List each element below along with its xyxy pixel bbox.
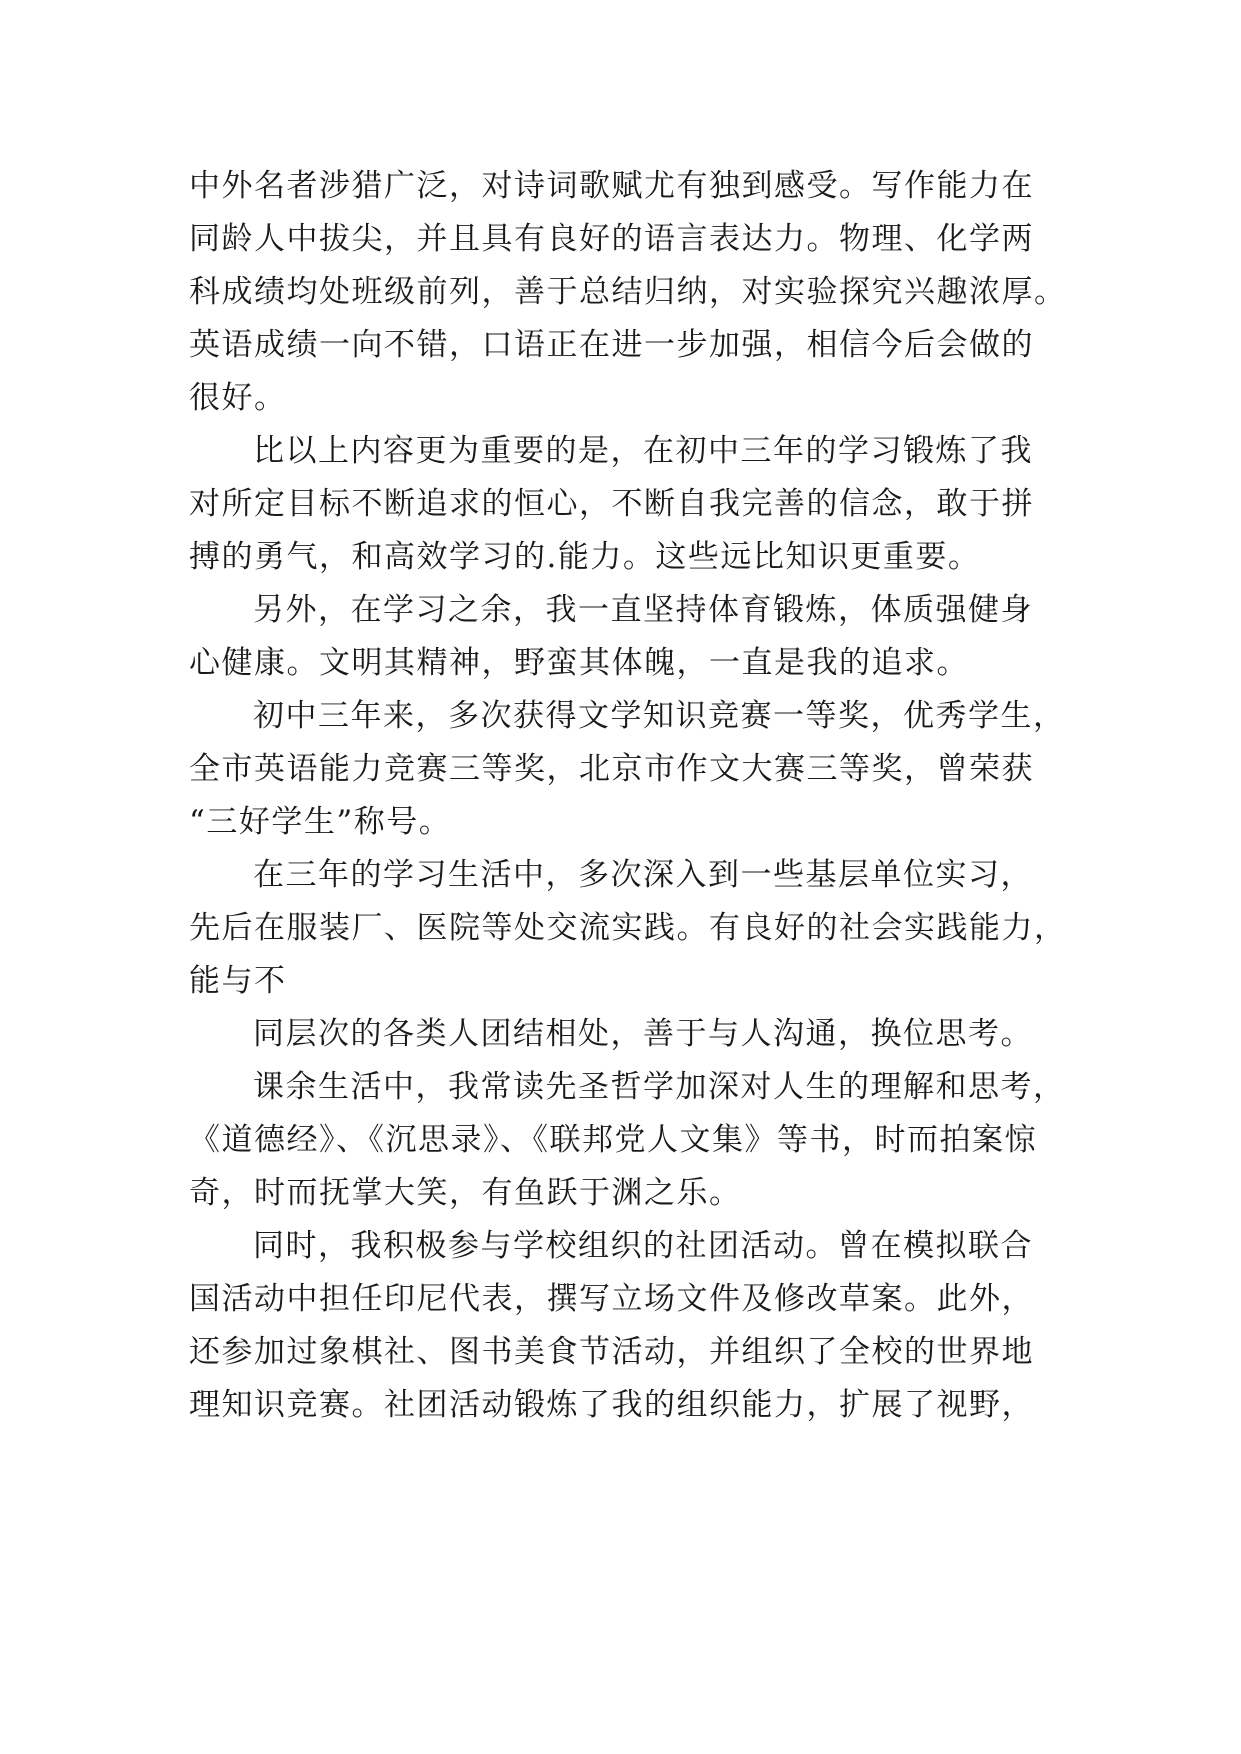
text-line: 奇，时而抚掌大笑，有鱼跃于渊之乐。	[189, 1175, 742, 1211]
paragraph-start-line: 初中三年来，多次获得文学知识竞赛一等奖，优秀学生，	[253, 698, 1066, 734]
text-line: “三好学生”称号。	[189, 804, 452, 840]
text-line: 能与不	[189, 963, 287, 999]
text-line: 中外名者涉猎广泛，对诗词歌赋尤有独到感受。写作能力在	[189, 168, 1034, 204]
document-body	[189, 160, 1069, 1432]
paragraph-start-line: 同层次的各类人团结相处，善于与人沟通，换位思考。	[253, 1016, 1033, 1052]
text-line: 很好。	[189, 380, 287, 416]
paragraph-start-line: 在三年的学习生活中，多次深入到一些基层单位实习，	[253, 857, 1033, 893]
text-line: 心健康。文明其精神，野蛮其体魄，一直是我的追求。	[189, 645, 969, 681]
paragraph-start-line: 同时，我积极参与学校组织的社团活动。曾在模拟联合	[253, 1228, 1033, 1264]
text-line: 国活动中担任印尼代表，撰写立场文件及修改草案。此外，	[189, 1281, 1034, 1317]
paragraph-start-line: 另外，在学习之余，我一直坚持体育锻炼，体质强健身	[253, 592, 1033, 628]
text-line: 还参加过象棋社、图书美食节活动，并组织了全校的世界地	[189, 1334, 1034, 1370]
paragraph-start-line: 比以上内容更为重要的是，在初中三年的学习锻炼了我	[253, 433, 1033, 469]
text-line: 科成绩均处班级前列，善于总结归纳，对实验探究兴趣浓厚。	[189, 274, 1067, 310]
text-line: 全市英语能力竞赛三等奖，北京市作文大赛三等奖，曾荣获	[189, 751, 1034, 787]
text-line: 英语成绩一向不错，口语正在进一步加强，相信今后会做的	[189, 327, 1034, 363]
paragraph-start-line: 课余生活中，我常读先圣哲学加深对人生的理解和思考，	[253, 1069, 1066, 1105]
text-line: 搏的勇气，和高效学习的.能力。这些远比知识更重要。	[189, 539, 981, 575]
text-line: 先后在服装厂、医院等处交流实践。有良好的社会实践能力，	[189, 910, 1067, 946]
text-line: 对所定目标不断追求的恒心，不断自我完善的信念，敢于拼	[189, 486, 1034, 522]
text-line: 《道德经》、《沉思录》、《联邦党人文集》等书，时而拍案惊	[189, 1122, 1037, 1158]
text-line: 理知识竞赛。社团活动锻炼了我的组织能力，扩展了视野，	[189, 1387, 1034, 1423]
text-line: 同龄人中拔尖，并且具有良好的语言表达力。物理、化学两	[189, 221, 1034, 257]
